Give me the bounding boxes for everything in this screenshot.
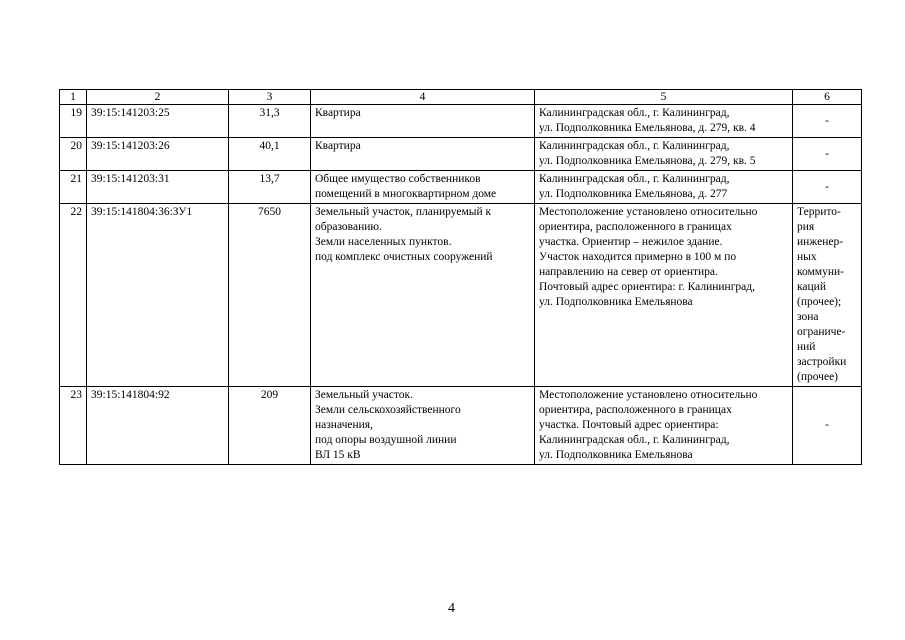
cadastral-number: 39:15:141203:25 (87, 105, 229, 138)
area-value: 13,7 (229, 171, 311, 204)
object-address (535, 105, 793, 138)
column-header: 1 (60, 90, 87, 105)
object-address (535, 387, 793, 465)
text-line: Калининградская обл., г. Калининград, (539, 434, 730, 446)
row-number: 23 (60, 387, 87, 465)
text-line: ориентира, расположенного в границах (539, 221, 732, 233)
text-line: Квартира (315, 140, 361, 152)
text-line: Местоположение установлено относительно (539, 389, 758, 401)
text-line: ул. Подполковника Емельянова (539, 296, 693, 308)
cadastral-number: 39:15:141804:92 (87, 387, 229, 465)
table-row (60, 387, 862, 465)
text-line: инженер- (797, 236, 844, 248)
text-line: помещений в многоквартирном доме (315, 188, 497, 200)
table-row (60, 138, 862, 171)
text-line: каций (797, 281, 826, 293)
text-line: - (825, 419, 829, 431)
column-header: 6 (793, 90, 862, 105)
text-line: Земельный участок. (315, 389, 413, 401)
cadastral-number: 39:15:141203:26 (87, 138, 229, 171)
table-header-row (60, 90, 862, 105)
text-line: Земли населенных пунктов. (315, 236, 452, 248)
text-line: застройки (797, 356, 847, 368)
column-header: 2 (87, 90, 229, 105)
text-line: Калининградская обл., г. Калининград, (539, 140, 730, 152)
text-line: Почтовый адрес ориентира: г. Калининград, (539, 281, 755, 293)
text-line: ориентира, расположенного в границах (539, 404, 732, 416)
text-line: назначения, (315, 419, 373, 431)
text-line: Земли сельскохозяйственного (315, 404, 461, 416)
text-line: под комплекс очистных сооружений (315, 251, 493, 263)
row-number: 19 (60, 105, 87, 138)
text-line: Калининградская обл., г. Калининград, (539, 107, 730, 119)
text-line: Террито- (797, 206, 841, 218)
row-number: 21 (60, 171, 87, 204)
text-line: Местоположение установлено относительно (539, 206, 758, 218)
text-line: образованию. (315, 221, 382, 233)
text-line: Земельный участок, планируемый к (315, 206, 492, 218)
table-row (60, 204, 862, 387)
table-row (60, 105, 862, 138)
zone-info (793, 105, 862, 138)
text-line: - (825, 114, 829, 127)
column-header: 5 (535, 90, 793, 105)
text-line: (прочее) (797, 371, 839, 383)
zone-info (793, 171, 862, 204)
area-value: 7650 (229, 204, 311, 387)
page-number: 4 (448, 601, 455, 616)
text-line: зона (797, 311, 819, 323)
zone-info (793, 204, 862, 387)
object-description (311, 105, 535, 138)
object-description (311, 138, 535, 171)
text-line: направлению на север от ориентира. (539, 266, 718, 278)
text-line: ограниче- (797, 326, 846, 338)
text-line: ул. Подполковника Емельянова, д. 277 (539, 188, 728, 200)
row-number: 20 (60, 138, 87, 171)
text-line: ул. Подполковника Емельянова (539, 449, 693, 461)
table-row (60, 171, 862, 204)
text-line: (прочее); (797, 296, 842, 308)
object-address (535, 138, 793, 171)
zone-info (793, 387, 862, 465)
zone-info (793, 138, 862, 171)
text-line: ний (797, 341, 816, 353)
text-line: рия (797, 221, 815, 233)
object-address (535, 171, 793, 204)
text-line: Участок находится примерно в 100 м по (539, 251, 737, 263)
land-registry-table (59, 89, 862, 465)
cadastral-number: 39:15:141203:31 (87, 171, 229, 204)
column-header: 3 (229, 90, 311, 105)
area-value: 40,1 (229, 138, 311, 171)
text-line: ных (797, 251, 817, 263)
object-address (535, 204, 793, 387)
object-description (311, 171, 535, 204)
text-line: участка. Ориентир – нежилое здание. (539, 236, 723, 248)
text-line: - (825, 147, 829, 160)
text-line: ул. Подполковника Емельянова, д. 279, кв. 4 (539, 122, 756, 134)
text-line: - (825, 180, 829, 193)
object-description (311, 204, 535, 387)
text-line: Общее имущество собственников (315, 173, 481, 185)
object-description (311, 387, 535, 465)
row-number: 22 (60, 204, 87, 387)
text-line: ул. Подполковника Емельянова, д. 279, кв. 5 (539, 155, 756, 167)
cadastral-number: 39:15:141804:36:ЗУ1 (87, 204, 229, 387)
text-line: коммуни- (797, 266, 844, 278)
area-value: 209 (229, 387, 311, 465)
column-header: 4 (311, 90, 535, 105)
text-line: ВЛ 15 кВ (315, 449, 361, 461)
text-line: участка. Почтовый адрес ориентира: (539, 419, 719, 431)
text-line: Квартира (315, 107, 361, 119)
area-value: 31,3 (229, 105, 311, 138)
text-line: Калининградская обл., г. Калининград, (539, 173, 730, 185)
text-line: под опоры воздушной линии (315, 434, 457, 446)
